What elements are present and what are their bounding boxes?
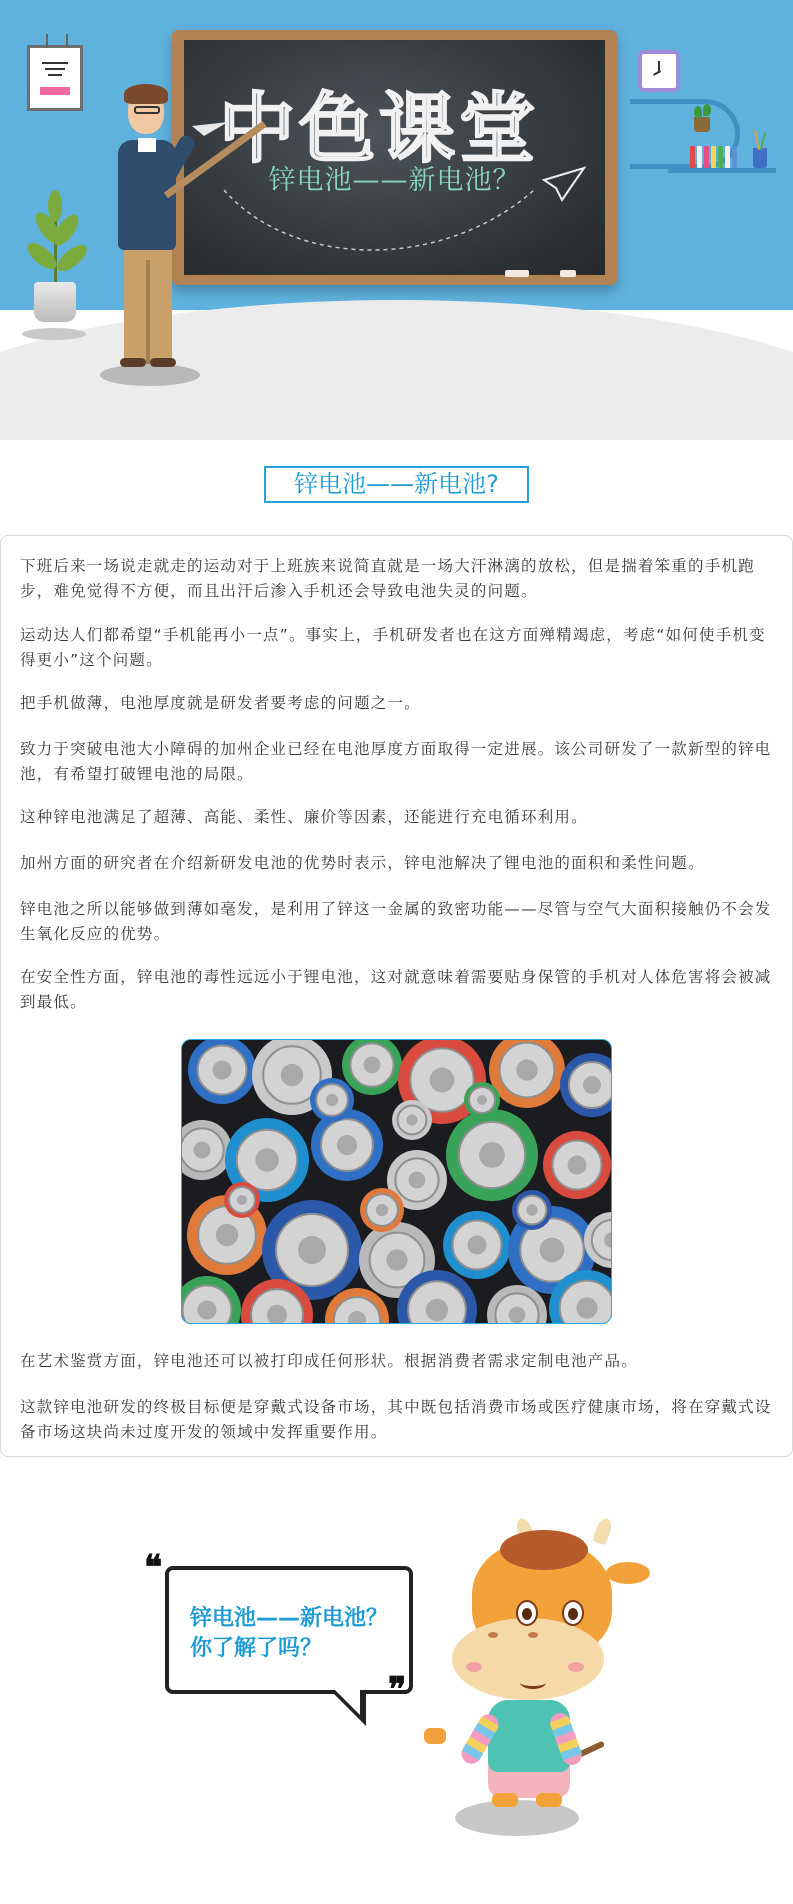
- book-icon: [711, 146, 716, 168]
- mascot-nostril: [488, 1632, 498, 1638]
- battery-terminal: [477, 1095, 487, 1105]
- chalk-piece: [505, 270, 529, 277]
- small-plant-leaf: [703, 104, 711, 116]
- bubble-text: [190, 1604, 410, 1664]
- battery-terminal: [430, 1068, 455, 1093]
- clock-icon: [638, 50, 680, 92]
- battery-terminal: [516, 1059, 537, 1080]
- mascot-pupil: [568, 1608, 578, 1620]
- article-paragraph: 在安全性方面，锌电池的毒性远远小于锂电池，这对就意味着需要贴身保管的手机对人体危害将会被减到最低。: [20, 968, 772, 1011]
- mascot-cheek: [568, 1662, 584, 1672]
- teacher-collar: [138, 138, 156, 152]
- bubble-line-1: 锌电池——新电池？: [190, 1606, 389, 1631]
- pen-cup-icon: [753, 148, 767, 168]
- battery-terminal: [467, 1235, 486, 1254]
- mascot-mouth: [520, 1676, 546, 1689]
- mascot-hoof: [492, 1793, 518, 1807]
- battery-terminal: [237, 1195, 247, 1205]
- teacher-glasses-icon: [134, 106, 160, 114]
- speech-bubble-tail-inner: [333, 1688, 360, 1715]
- article-paragraph: 致力于突破电池大小障碍的加州企业已经在电池厚度方面取得一定进展。该公司研发了一款新型的锌电池，有希望打破锂电池的局限。: [20, 740, 772, 783]
- board-subtitle: 锌电池——新电池？: [268, 165, 521, 196]
- mascot-nostril: [528, 1632, 538, 1638]
- article-paragraph: 在艺术鉴赏方面，锌电池还可以被打印成任何形状。根据消费者需求定制电池产品。: [20, 1352, 638, 1370]
- article-paragraph: 加州方面的研究者在介绍新研发电池的优势时表示，锌电池解决了锂电池的面积和柔性问题。: [20, 854, 705, 872]
- mascot-cheek: [466, 1662, 482, 1672]
- battery-terminal: [406, 1114, 417, 1125]
- book-icon: [704, 146, 709, 168]
- batteries-photo: [181, 1039, 612, 1324]
- small-plant-leaf: [694, 106, 702, 118]
- mascot-horn-icon: [592, 1516, 614, 1545]
- article-paragraph: 运动达人们都希望“手机能再小一点”。事实上，手机研发者也在这方面殚精竭虑，考虑“如何使手机变得更小”这个问题。: [20, 626, 766, 669]
- article-paragraph: 把手机做薄，电池厚度就是研发者要考虑的问题之一。: [20, 694, 421, 712]
- book-icon: [690, 146, 695, 168]
- book-icon: [725, 146, 730, 168]
- battery-terminal: [526, 1204, 537, 1215]
- battery-terminal: [298, 1236, 326, 1264]
- battery-terminal: [540, 1238, 565, 1263]
- teacher-hair: [124, 84, 168, 104]
- teacher-shoe: [120, 358, 146, 367]
- wall-picture-icon: [27, 45, 83, 111]
- battery-terminal: [255, 1148, 279, 1172]
- shelf-curve: [630, 99, 740, 169]
- mascot-hoof: [536, 1793, 562, 1807]
- article-headline: 锌电池——新电池?: [264, 466, 529, 503]
- hero-banner: [0, 0, 793, 440]
- article-paragraph: 锌电池之所以能够做到薄如毫发，是利用了锌这一金属的致密功能——尽管与空气大面积接触仍不会发生氧化反应的优势。: [20, 900, 772, 943]
- teacher-shoe: [150, 358, 176, 367]
- small-plant-icon: [694, 117, 710, 132]
- mascot-pupil: [522, 1608, 532, 1620]
- bubble-line-2: 你了解了吗？: [190, 1636, 323, 1661]
- battery-terminal: [386, 1249, 407, 1270]
- teacher-leg-gap: [146, 260, 150, 364]
- article-paragraph: 这款锌电池研发的终极目标便是穿戴式设备市场，其中既包括消费市场或医疗健康市场，将在穿戴式设备市场这块尚未过度开发的领域中发挥重要作用。: [20, 1398, 772, 1441]
- battery-terminal: [281, 1064, 303, 1086]
- battery-terminal: [216, 1224, 238, 1246]
- book-icon: [718, 146, 723, 168]
- battery-terminal: [576, 1297, 597, 1318]
- mascot-hand: [424, 1728, 446, 1744]
- battery-terminal: [197, 1300, 216, 1319]
- open-quote-icon: ❝: [144, 1548, 163, 1588]
- battery-terminal: [364, 1057, 381, 1074]
- mascot-ear: [606, 1562, 650, 1584]
- battery-terminal: [212, 1060, 231, 1079]
- teacher-shadow: [100, 364, 200, 386]
- battery-terminal: [479, 1142, 505, 1168]
- battery-terminal: [509, 1307, 526, 1324]
- article-paragraph: 下班后来一场说走就走的运动对于上班族来说简直就是一场大汗淋漓的放松，但是揣着笨重的手机跑步，难免觉得不方便，而且出汗后渗入手机还会导致电池失灵的问题。: [20, 557, 755, 600]
- board-title: 中色课堂: [219, 84, 539, 173]
- article-paragraph: 这种锌电池满足了超薄、高能、柔性、廉价等因素，还能进行充电循环利用。: [20, 808, 588, 826]
- plant-leaf-icon: [48, 190, 62, 222]
- battery-terminal: [567, 1155, 586, 1174]
- book-icon: [732, 146, 737, 168]
- battery-terminal: [194, 1142, 211, 1159]
- mascot-shadow: [455, 1800, 579, 1836]
- chalk-piece: [560, 270, 576, 277]
- battery-terminal: [337, 1135, 357, 1155]
- battery-terminal: [326, 1094, 338, 1106]
- mascot-hair: [500, 1530, 588, 1570]
- battery-terminal: [376, 1204, 388, 1216]
- battery-terminal: [409, 1172, 426, 1189]
- plant-pot-icon: [34, 282, 76, 322]
- book-icon: [697, 146, 702, 168]
- plant-shadow: [22, 328, 86, 340]
- close-quote-icon: ❞: [388, 1670, 407, 1710]
- shelf: [668, 168, 776, 173]
- battery-terminal: [426, 1299, 448, 1321]
- battery-terminal: [583, 1076, 601, 1094]
